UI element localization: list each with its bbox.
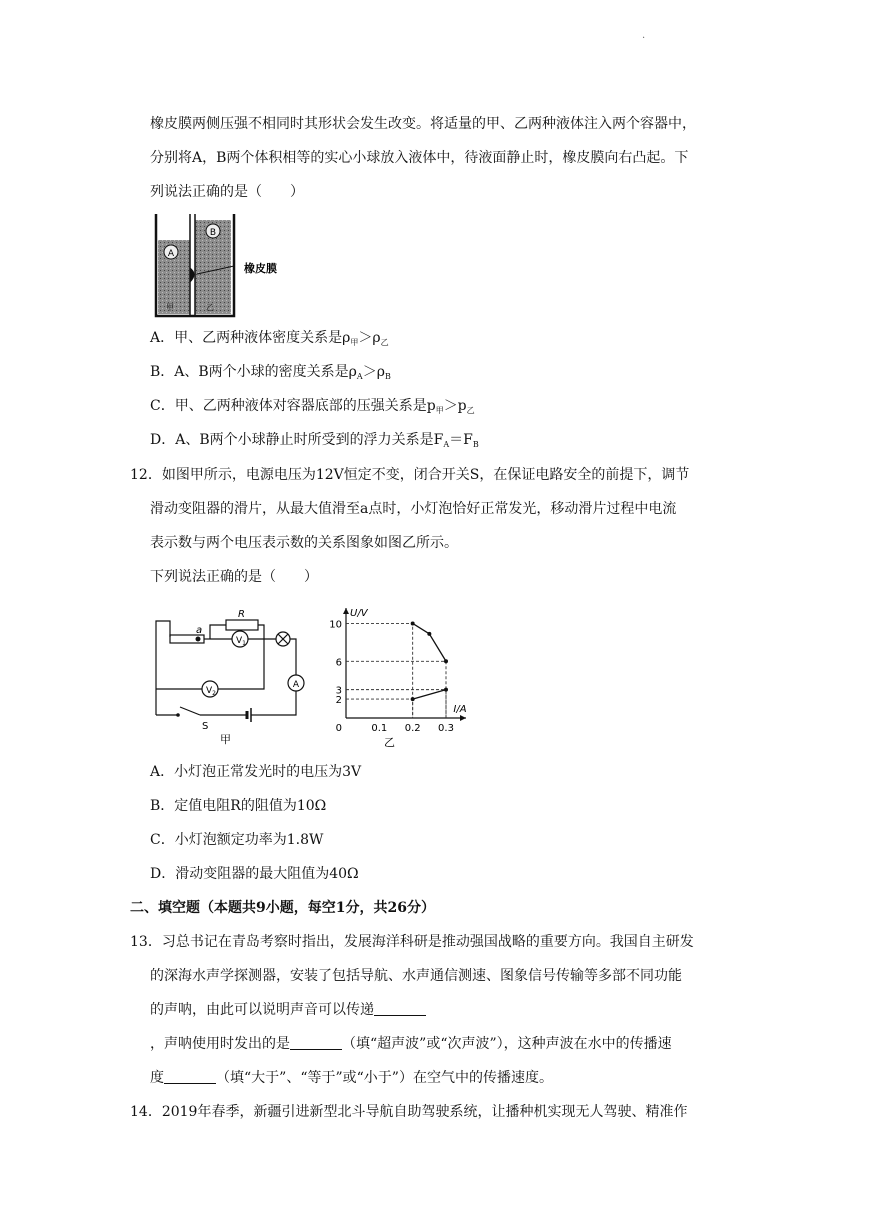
circuit-caption: 甲 <box>220 733 231 745</box>
resistor-label: R <box>238 609 245 620</box>
q13-line-4: ，声呐使用时发出的是 （填“超声波”或“次声波”），这种声波在水中的传播速 <box>150 1036 672 1052</box>
q13-line-1: 13．习总书记在青岛考察时指出，发展海洋科研是推动强国战略的重要方向。我国自主研发 <box>130 934 694 950</box>
header-mark: . <box>642 30 646 41</box>
y-tick-label: 2 <box>335 695 342 707</box>
q12-option-c: C．小灯泡额定功率为1.8W <box>150 832 324 848</box>
v1-label: $V_1$ <box>236 636 246 647</box>
y-tick-label: 10 <box>329 619 342 631</box>
switch-s <box>180 707 200 715</box>
data-point-0-1 <box>427 632 431 636</box>
q14-line-1: 14．2019年春季，新疆引进新型北斗导航自助驾驶系统，让播种机实现无人驾驶、精准作 <box>130 1104 688 1120</box>
origin-label: 0 <box>335 723 342 734</box>
data-point-1-1 <box>444 688 448 692</box>
q11-line-3: 列说法正确的是（ ） <box>150 184 304 200</box>
y-axis-arrow <box>343 608 349 614</box>
section-title: 二、填空题（本题共9小题，每空1分，共26分） <box>130 900 435 916</box>
answer-blank-3[interactable] <box>164 1069 216 1084</box>
q11-line-2: 分别将A，B两个体积相等的实心小球放入液体中，待液面静止时，橡皮膜向右凸起。下 <box>150 150 689 166</box>
q13-line-3: 的声呐，由此可以说明声音可以传递 <box>150 1000 426 1020</box>
ammeter-label: A <box>292 680 300 690</box>
x-axis-arrow <box>460 715 466 721</box>
series-line-0 <box>413 623 446 661</box>
y-tick-label: 6 <box>335 657 342 669</box>
x-tick-label: 0.2 <box>404 723 421 734</box>
q12-line-1: 12．如图甲所示，电源电压为12V恒定不变，闭合开关S，在保证电路安全的前提下，调节 <box>130 467 690 483</box>
y-tick-label: 3 <box>335 685 342 697</box>
x-tick-label: 0.1 <box>371 723 388 734</box>
answer-blank-2[interactable] <box>290 1035 342 1050</box>
q13-line-2: 的深海水声学探测器，安装了包括导航、水声通信测速、图象信号传输等多部不同功能 <box>150 968 682 984</box>
guide-line-0 <box>346 623 413 718</box>
ball-a-label: A <box>167 249 175 259</box>
y-axis-label: U/V <box>350 608 368 619</box>
ui-graph <box>318 600 478 750</box>
membrane-label: 橡皮膜 <box>244 262 277 275</box>
chart-caption: 乙 <box>384 736 395 749</box>
answer-blank-1[interactable] <box>374 1001 426 1016</box>
circuit-diagram <box>148 605 318 745</box>
slider-label: a <box>196 625 203 636</box>
q11-option-c: C．甲、乙两种液体对容器底部的压强关系是$p_甲>p_乙$ <box>150 398 475 415</box>
ball-b-label: B <box>209 228 217 238</box>
right-container-label: 乙 <box>206 303 214 312</box>
q12-option-b: B．定值电阻R的阻值为10Ω <box>150 798 327 814</box>
guide-line-3 <box>346 699 413 718</box>
data-point-0-2 <box>444 659 448 663</box>
q12-line-2: 滑动变阻器的滑片，从最大值滑至a点时，小灯泡恰好正常发光，移动滑片过程中电流 <box>150 501 677 517</box>
q12-option-d: D．滑动变阻器的最大阻值为40Ω <box>150 866 359 882</box>
q11-option-d: D．A、B两个小球静止时所受到的浮力关系是$F_A=F_B$ <box>150 432 479 449</box>
q11-line-1: 橡皮膜两侧压强不相同时其形状会发生改变。将适量的甲、乙两种液体注入两个容器中， <box>150 116 696 132</box>
data-point-0-0 <box>411 621 415 625</box>
q11-option-b: B．A、B两个小球的密度关系是$\rho_A>\rho_B$ <box>150 364 391 381</box>
q11-option-a: A．甲、乙两种液体密度关系是$\rho_甲>\rho_乙$ <box>150 330 389 347</box>
left-container-label: 甲 <box>166 303 174 312</box>
membrane <box>190 268 194 282</box>
q12-option-a: A．小灯泡正常发光时的电压为3V <box>150 764 362 780</box>
switch-label: S <box>202 721 209 732</box>
q12-line-4: 下列说法正确的是（ ） <box>150 569 318 585</box>
container-figure <box>148 210 298 320</box>
v2-label: $V_2$ <box>206 686 216 697</box>
x-axis-label: I/A <box>453 704 467 715</box>
series-line-1 <box>413 690 446 699</box>
x-tick-label: 0.3 <box>438 723 454 734</box>
q12-line-3: 表示数与两个电压表示数的关系图象如图乙所示。 <box>150 535 458 551</box>
data-point-1-0 <box>411 697 415 701</box>
q13-line-5: 度 （填“大于”、“等于”或“小于”）在空气中的传播速度。 <box>150 1070 553 1086</box>
resistor-r <box>226 620 258 630</box>
